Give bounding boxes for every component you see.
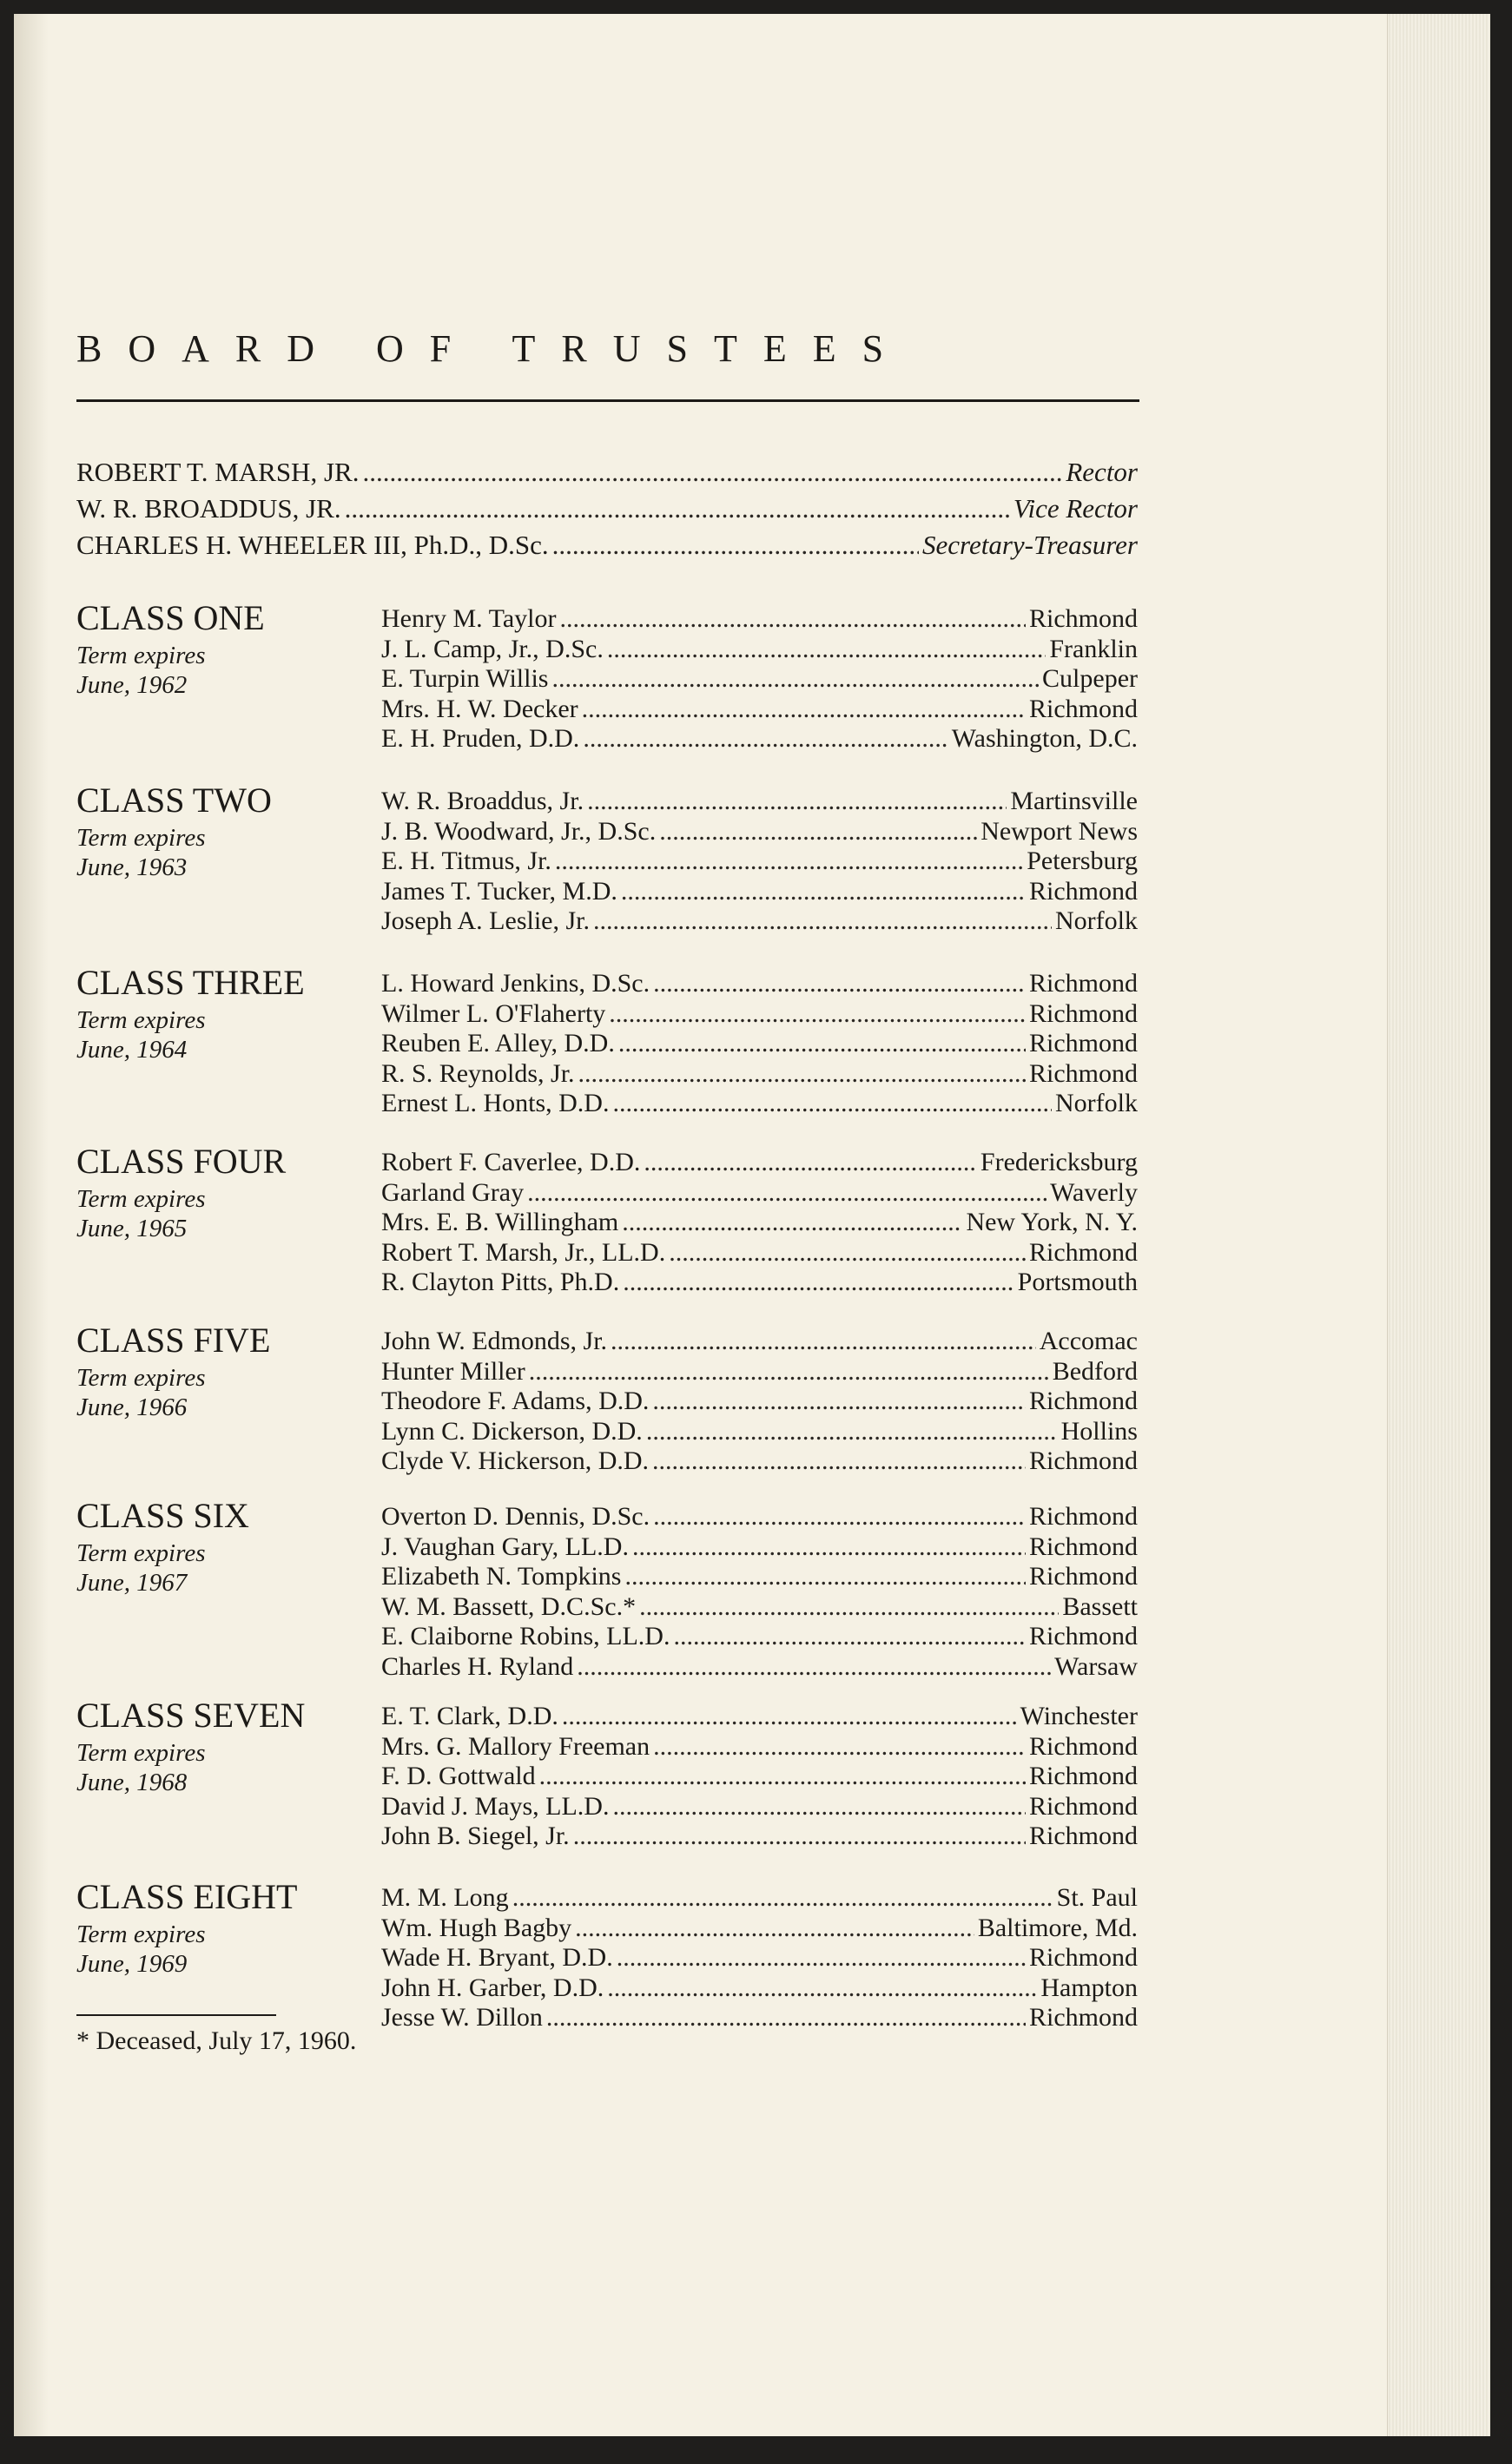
trustee-row <box>381 877 1138 906</box>
class-heading: CLASS THREE <box>76 963 305 1002</box>
trustee-name: Mrs. G. Mallory Freeman <box>381 1732 650 1761</box>
leader-dots <box>623 1268 1014 1297</box>
page-title: BOARD OF TRUSTEES <box>76 327 910 370</box>
class-term-date: June, 1963 <box>76 853 188 881</box>
leader-dots <box>573 1822 1026 1851</box>
leader-dots <box>652 1387 1026 1416</box>
trustee-row <box>381 817 1138 847</box>
trustee-place: Franklin <box>1049 635 1138 663</box>
trustee-name: W. R. Broaddus, Jr. <box>381 787 584 815</box>
trustee-place: New York, N. Y. <box>966 1208 1138 1236</box>
trustee-name: Joseph A. Leslie, Jr. <box>381 906 590 935</box>
leader-dots <box>345 494 1010 524</box>
trustee-row <box>381 1732 1138 1762</box>
trustee-place: Richmond <box>1029 2003 1138 2032</box>
title-rule <box>76 399 1139 402</box>
leader-dots <box>652 1446 1026 1476</box>
trustee-row <box>381 1178 1138 1208</box>
class-term-label: Term expires <box>76 824 206 852</box>
trustee-name: Wade H. Bryant, D.D. <box>381 1943 613 1972</box>
officer-title: Rector <box>1066 457 1138 487</box>
trustee-place: Hampton <box>1040 1973 1138 2002</box>
leader-dots <box>632 1532 1026 1562</box>
trustee-row <box>381 847 1138 876</box>
leader-dots <box>582 695 1026 724</box>
trustee-row <box>381 999 1138 1029</box>
leader-dots <box>512 1883 1053 1913</box>
trustee-name: Jesse W. Dillon <box>381 2003 543 2032</box>
trustee-name: Elizabeth N. Tompkins <box>381 1562 622 1591</box>
trustee-row <box>381 635 1138 664</box>
trustee-row <box>381 604 1138 634</box>
trustee-name: Garland Gray <box>381 1178 525 1207</box>
trustee-row <box>381 1622 1138 1651</box>
trustee-place: Richmond <box>1029 1732 1138 1761</box>
trustee-name: R. Clayton Pitts, Ph.D. <box>381 1268 620 1296</box>
trustee-row <box>381 1502 1138 1532</box>
leader-dots <box>578 1059 1026 1089</box>
trustee-name: J. Vaughan Gary, LL.D. <box>381 1532 629 1561</box>
trustee-name: Clyde V. Hickerson, D.D. <box>381 1446 650 1475</box>
leader-dots <box>644 1148 977 1177</box>
trustee-place: Martinsville <box>1010 787 1138 815</box>
class-term-label: Term expires <box>76 1006 206 1034</box>
class-heading: CLASS TWO <box>76 781 272 820</box>
page-edges <box>1387 14 1490 2436</box>
leader-dots <box>583 724 947 754</box>
trustee-name: E. T. Clark, D.D. <box>381 1702 558 1730</box>
trustee-name: F. D. Gottwald <box>381 1762 536 1790</box>
trustee-place: Richmond <box>1029 1622 1138 1650</box>
trustee-place: Richmond <box>1029 1792 1138 1821</box>
trustee-name: Mrs. E. B. Willingham <box>381 1208 619 1236</box>
leader-dots <box>621 877 1026 906</box>
trustee-place: Hollins <box>1060 1417 1138 1446</box>
trustee-name: Robert T. Marsh, Jr., LL.D. <box>381 1238 666 1267</box>
trustee-row <box>381 1029 1138 1058</box>
trustee-row <box>381 2003 1138 2032</box>
trustee-name: James T. Tucker, M.D. <box>381 877 617 906</box>
trustee-place: Richmond <box>1029 1238 1138 1267</box>
trustee-row <box>381 1208 1138 1237</box>
leader-dots <box>622 1208 962 1237</box>
trustee-place: Richmond <box>1029 1029 1138 1057</box>
class-heading: CLASS ONE <box>76 598 265 637</box>
leader-dots <box>673 1622 1026 1651</box>
class-heading: CLASS FOUR <box>76 1142 287 1181</box>
leader-dots <box>618 1029 1026 1058</box>
trustee-name: L. Howard Jenkins, D.Sc. <box>381 969 650 998</box>
leader-dots <box>546 2003 1026 2032</box>
trustee-name: Ernest L. Honts, D.D. <box>381 1089 610 1117</box>
leader-dots <box>607 1973 1037 2003</box>
trustee-row <box>381 1562 1138 1591</box>
trustee-row <box>381 1702 1138 1731</box>
trustee-place: Newport News <box>980 817 1138 846</box>
leader-dots <box>577 1652 1051 1682</box>
leader-dots <box>552 530 919 560</box>
trustee-name: John W. Edmonds, Jr. <box>381 1327 608 1355</box>
trustee-place: Culpeper <box>1042 664 1138 693</box>
leader-dots <box>611 1327 1036 1356</box>
leader-dots <box>624 1562 1026 1591</box>
trustee-place: Richmond <box>1029 1562 1138 1591</box>
trustee-place: Richmond <box>1029 877 1138 906</box>
leader-dots <box>527 1178 1047 1208</box>
trustee-place: Baltimore, Md. <box>977 1914 1138 1942</box>
trustee-row <box>381 664 1138 694</box>
trustee-place: St. Paul <box>1056 1883 1138 1912</box>
trustee-name: John H. Garber, D.D. <box>381 1973 604 2002</box>
trustee-row <box>381 695 1138 724</box>
trustee-name: Charles H. Ryland <box>381 1652 574 1681</box>
class-term-date: June, 1964 <box>76 1036 188 1064</box>
leader-dots <box>617 1943 1026 1973</box>
officer-row <box>76 494 1138 524</box>
trustee-row <box>381 1357 1138 1387</box>
leader-dots <box>646 1417 1058 1446</box>
trustee-name: E. Claiborne Robins, LL.D. <box>381 1622 670 1650</box>
trustee-row <box>381 1089 1138 1118</box>
trustee-row <box>381 1652 1138 1682</box>
class-term-label: Term expires <box>76 1739 206 1767</box>
trustee-name: J. B. Woodward, Jr., D.Sc. <box>381 817 657 846</box>
class-heading: CLASS FIVE <box>76 1321 271 1360</box>
trustee-name: Hunter Miller <box>381 1357 525 1386</box>
trustee-row <box>381 906 1138 936</box>
class-term-date: June, 1967 <box>76 1569 188 1597</box>
trustee-place: Bedford <box>1052 1357 1138 1386</box>
trustee-name: R. S. Reynolds, Jr. <box>381 1059 575 1088</box>
trustee-place: Richmond <box>1029 969 1138 998</box>
leader-dots <box>607 635 1046 664</box>
footnote: * Deceased, July 17, 1960. <box>76 2026 357 2055</box>
trustee-place: Bassett <box>1062 1592 1138 1621</box>
trustee-name: W. M. Bassett, D.C.Sc.* <box>381 1592 637 1621</box>
trustee-place: Petersburg <box>1027 847 1138 875</box>
class-heading: CLASS SIX <box>76 1496 249 1535</box>
trustee-place: Richmond <box>1029 1532 1138 1561</box>
trustee-row <box>381 1592 1138 1622</box>
trustee-place: Richmond <box>1029 1762 1138 1790</box>
page-gutter <box>14 14 49 2436</box>
officer-title: Vice Rector <box>1013 493 1138 524</box>
officer-title: Secretary-Treasurer <box>922 530 1138 560</box>
trustee-row <box>381 1238 1138 1268</box>
leader-dots <box>575 1914 974 1943</box>
trustee-place: Winchester <box>1020 1702 1138 1730</box>
leader-dots <box>659 817 977 847</box>
class-heading: CLASS EIGHT <box>76 1877 298 1916</box>
trustee-name: E. H. Titmus, Jr. <box>381 847 551 875</box>
trustee-place: Richmond <box>1029 1943 1138 1972</box>
leader-dots <box>639 1592 1059 1622</box>
trustee-row <box>381 1327 1138 1356</box>
leader-dots <box>587 787 1007 816</box>
trustee-place: Warsaw <box>1054 1652 1138 1681</box>
class-term-date: June, 1968 <box>76 1769 188 1796</box>
class-term-date: June, 1966 <box>76 1393 188 1421</box>
trustee-row <box>381 969 1138 998</box>
trustee-place: Portsmouth <box>1017 1268 1138 1296</box>
trustee-place: Richmond <box>1029 604 1138 633</box>
trustee-name: E. Turpin Willis <box>381 664 549 693</box>
trustee-row <box>381 1762 1138 1791</box>
trustee-name: Robert F. Caverlee, D.D. <box>381 1148 641 1176</box>
trustee-name: Henry M. Taylor <box>381 604 557 633</box>
trustee-place: Accomac <box>1039 1327 1138 1355</box>
leader-dots <box>612 1089 1052 1118</box>
trustee-row <box>381 1914 1138 1943</box>
trustee-row <box>381 1973 1138 2003</box>
trustee-name: David J. Mays, LL.D. <box>381 1792 610 1821</box>
trustee-place: Fredericksburg <box>980 1148 1138 1176</box>
leader-dots <box>653 1502 1026 1532</box>
leader-dots <box>559 604 1026 634</box>
class-term-date: June, 1965 <box>76 1215 188 1242</box>
trustee-name: Mrs. H. W. Decker <box>381 695 578 723</box>
trustee-row <box>381 1822 1138 1851</box>
leader-dots <box>669 1238 1026 1268</box>
leader-dots <box>653 969 1026 998</box>
trustee-place: Washington, D.C. <box>951 724 1138 753</box>
class-term-label: Term expires <box>76 1920 206 1948</box>
leader-dots <box>609 999 1026 1029</box>
officer-row <box>76 458 1138 487</box>
trustee-row <box>381 1792 1138 1822</box>
trustee-name: Wm. Hugh Bagby <box>381 1914 572 1942</box>
trustee-name: M. M. Long <box>381 1883 509 1912</box>
trustee-row <box>381 1417 1138 1446</box>
leader-dots <box>539 1762 1026 1791</box>
book-page <box>14 14 1490 2436</box>
trustee-row <box>381 724 1138 754</box>
trustee-place: Richmond <box>1029 1446 1138 1475</box>
class-term-date: June, 1962 <box>76 671 188 699</box>
leader-dots <box>593 906 1052 936</box>
leader-dots <box>551 664 1039 694</box>
leader-dots <box>562 1702 1017 1731</box>
trustee-place: Richmond <box>1029 1387 1138 1415</box>
trustee-row <box>381 1059 1138 1089</box>
trustee-row <box>381 1883 1138 1913</box>
trustee-place: Richmond <box>1029 695 1138 723</box>
officer-row <box>76 530 1138 560</box>
trustee-place: Waverly <box>1050 1178 1138 1207</box>
trustee-name: Theodore F. Adams, D.D. <box>381 1387 650 1415</box>
trustee-name: Wilmer L. O'Flaherty <box>381 999 606 1028</box>
leader-dots <box>362 458 1062 487</box>
officer-name: W. R. BROADDUS, JR. <box>76 493 341 524</box>
trustee-name: E. H. Pruden, D.D. <box>381 724 580 753</box>
officer-name: CHARLES H. WHEELER III, Ph.D., D.Sc. <box>76 530 549 560</box>
class-heading: CLASS SEVEN <box>76 1696 306 1735</box>
trustee-place: Richmond <box>1029 1822 1138 1850</box>
trustee-row <box>381 787 1138 816</box>
trustee-row <box>381 1532 1138 1562</box>
trustee-row <box>381 1148 1138 1177</box>
leader-dots <box>529 1357 1049 1387</box>
trustee-place: Norfolk <box>1055 906 1138 935</box>
trustee-name: Overton D. Dennis, D.Sc. <box>381 1502 650 1531</box>
trustee-row <box>381 1943 1138 1973</box>
officer-name: ROBERT T. MARSH, JR. <box>76 457 360 487</box>
leader-dots <box>612 1792 1026 1822</box>
trustee-place: Richmond <box>1029 1502 1138 1531</box>
trustee-name: Lynn C. Dickerson, D.D. <box>381 1417 643 1446</box>
trustee-name: J. L. Camp, Jr., D.Sc. <box>381 635 604 663</box>
trustee-row <box>381 1268 1138 1297</box>
trustee-row <box>381 1446 1138 1476</box>
trustee-place: Richmond <box>1029 999 1138 1028</box>
leader-dots <box>555 847 1023 876</box>
class-term-label: Term expires <box>76 642 206 669</box>
leader-dots <box>653 1732 1026 1762</box>
trustee-name: Reuben E. Alley, D.D. <box>381 1029 615 1057</box>
class-term-label: Term expires <box>76 1185 206 1213</box>
trustee-place: Richmond <box>1029 1059 1138 1088</box>
class-term-label: Term expires <box>76 1539 206 1567</box>
class-term-date: June, 1969 <box>76 1950 188 1978</box>
trustee-name: John B. Siegel, Jr. <box>381 1822 570 1850</box>
trustee-place: Norfolk <box>1055 1089 1138 1117</box>
class-term-label: Term expires <box>76 1364 206 1392</box>
footnote-rule <box>76 2014 276 2016</box>
trustee-row <box>381 1387 1138 1416</box>
